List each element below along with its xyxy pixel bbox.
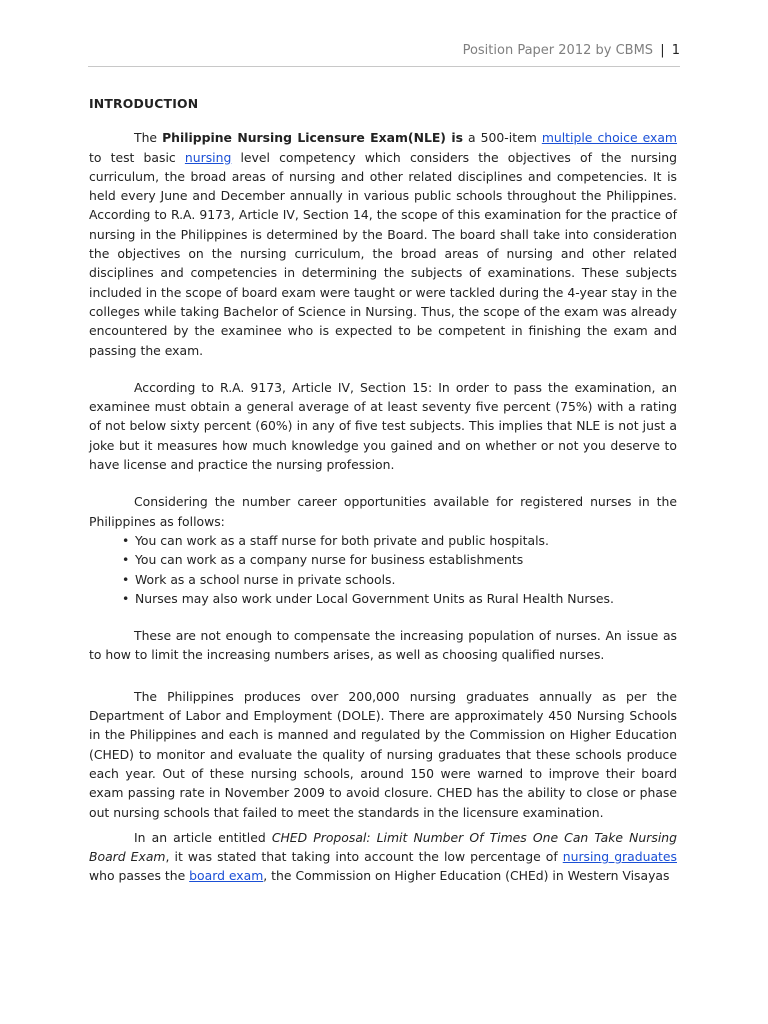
p1-lead: The (134, 130, 163, 146)
section-heading: INTRODUCTION (89, 96, 199, 111)
nursing-link[interactable]: nursing (184, 149, 232, 165)
opportunity-list (89, 531, 677, 608)
p1-rest: level competency which considers the objectives of the nursing curriculum, the broad areas of nursing and other related disciplines and competencies. It is held every June and December annually in various public schools throughout the Philippines. According to R.A. 9173, Article IV, Section 14, the scope of this examination for the practice of nursing in the Philippines is determined by the Board. The board shall take into consideration the objectives on the nursing curriculum, the broad areas of nursing and other related disciplines and competencies in determining the subjects of examinations. These subjects included in the scope of board exam were taught or were tackled during the 4-year stay in the colleges while taking Bachelor of Science in Nursing. Thus, the scope of the exam was already encountered by the examinee who is expected to be competent in finishing the exam and passing the exam. (89, 149, 678, 358)
paragraph-3: Considering the number career opportunities available for registered nurses in the Philippines as follows: (89, 494, 677, 529)
list-item: • You can work as a company nurse for business establishments (135, 550, 677, 569)
board-exam-link[interactable]: board exam (189, 868, 264, 884)
paragraph-5: The Philippines produces over 200,000 nursing graduates annually as per the Department of Labor and Employment (DOLE). There are approximately 450 Nursing Schools in the Philippines and each is manned and regulated by the Commission on Higher Education (CHED) to monitor and evaluate the quality of nursing graduates that these schools produce each year. Out of these nursing schools, around 150 were warned to improve their board exam passing rate in November 2009 to avoid closure. CHED has the ability to close or phase out nursing schools that failed to meet the standards in the licensure examination. (89, 688, 677, 820)
p6-mid2: who passes the (89, 868, 190, 884)
header-title: Position Paper 2012 by CBMS (462, 43, 654, 58)
paragraph-6 (89, 828, 677, 886)
document-body (89, 94, 677, 886)
p1-mid2: to test basic (89, 149, 185, 165)
p6-mid1: , it was stated that taking into account the low percentage of (165, 849, 563, 865)
article-title: CHED Proposal: Limit Number Of Times One Can Take Nursing Board Exam (89, 829, 677, 865)
header-rule (88, 66, 680, 67)
p6-rest: , the Commission on Higher Education (CHEd) in Western Visayas (263, 868, 670, 884)
paragraph-1 (89, 128, 677, 360)
p6-lead: In an article entitled (134, 829, 272, 845)
list-item: • Work as a school nurse in private schools. (135, 570, 677, 589)
paragraph-4: These are not enough to compensate the increasing population of nurses. An issue as to how to limit the increasing numbers arises, as well as choosing qualified nurses. (89, 628, 677, 663)
nursing-graduates-link[interactable]: nursing graduates (562, 849, 677, 865)
paragraph-2: According to R.A. 9173, Article IV, Section 15: In order to pass the examination, an examinee must obtain a general average of at least seventy five percent (75%) with a rating of not below sixty percent (60%) in any of five test subjects. This implies that NLE is not just a joke but it measures how much knowledge you gained and on whether or not you deserve to have license and practice the nursing profession. (89, 379, 677, 473)
page-number: 1 (671, 43, 680, 58)
list-item: • You can work as a staff nurse for both private and public hospitals. (135, 531, 677, 550)
p1-bold-term: Philippine Nursing Licensure Exam(NLE) is (162, 130, 463, 146)
multiple-choice-exam-link[interactable]: multiple choice exam (541, 130, 677, 146)
list-item: • Nurses may also work under Local Government Units as Rural Health Nurses. (135, 589, 677, 608)
header-separator: | (660, 43, 665, 58)
page-header (0, 43, 680, 58)
p1-mid1: a 500-item (463, 130, 542, 146)
